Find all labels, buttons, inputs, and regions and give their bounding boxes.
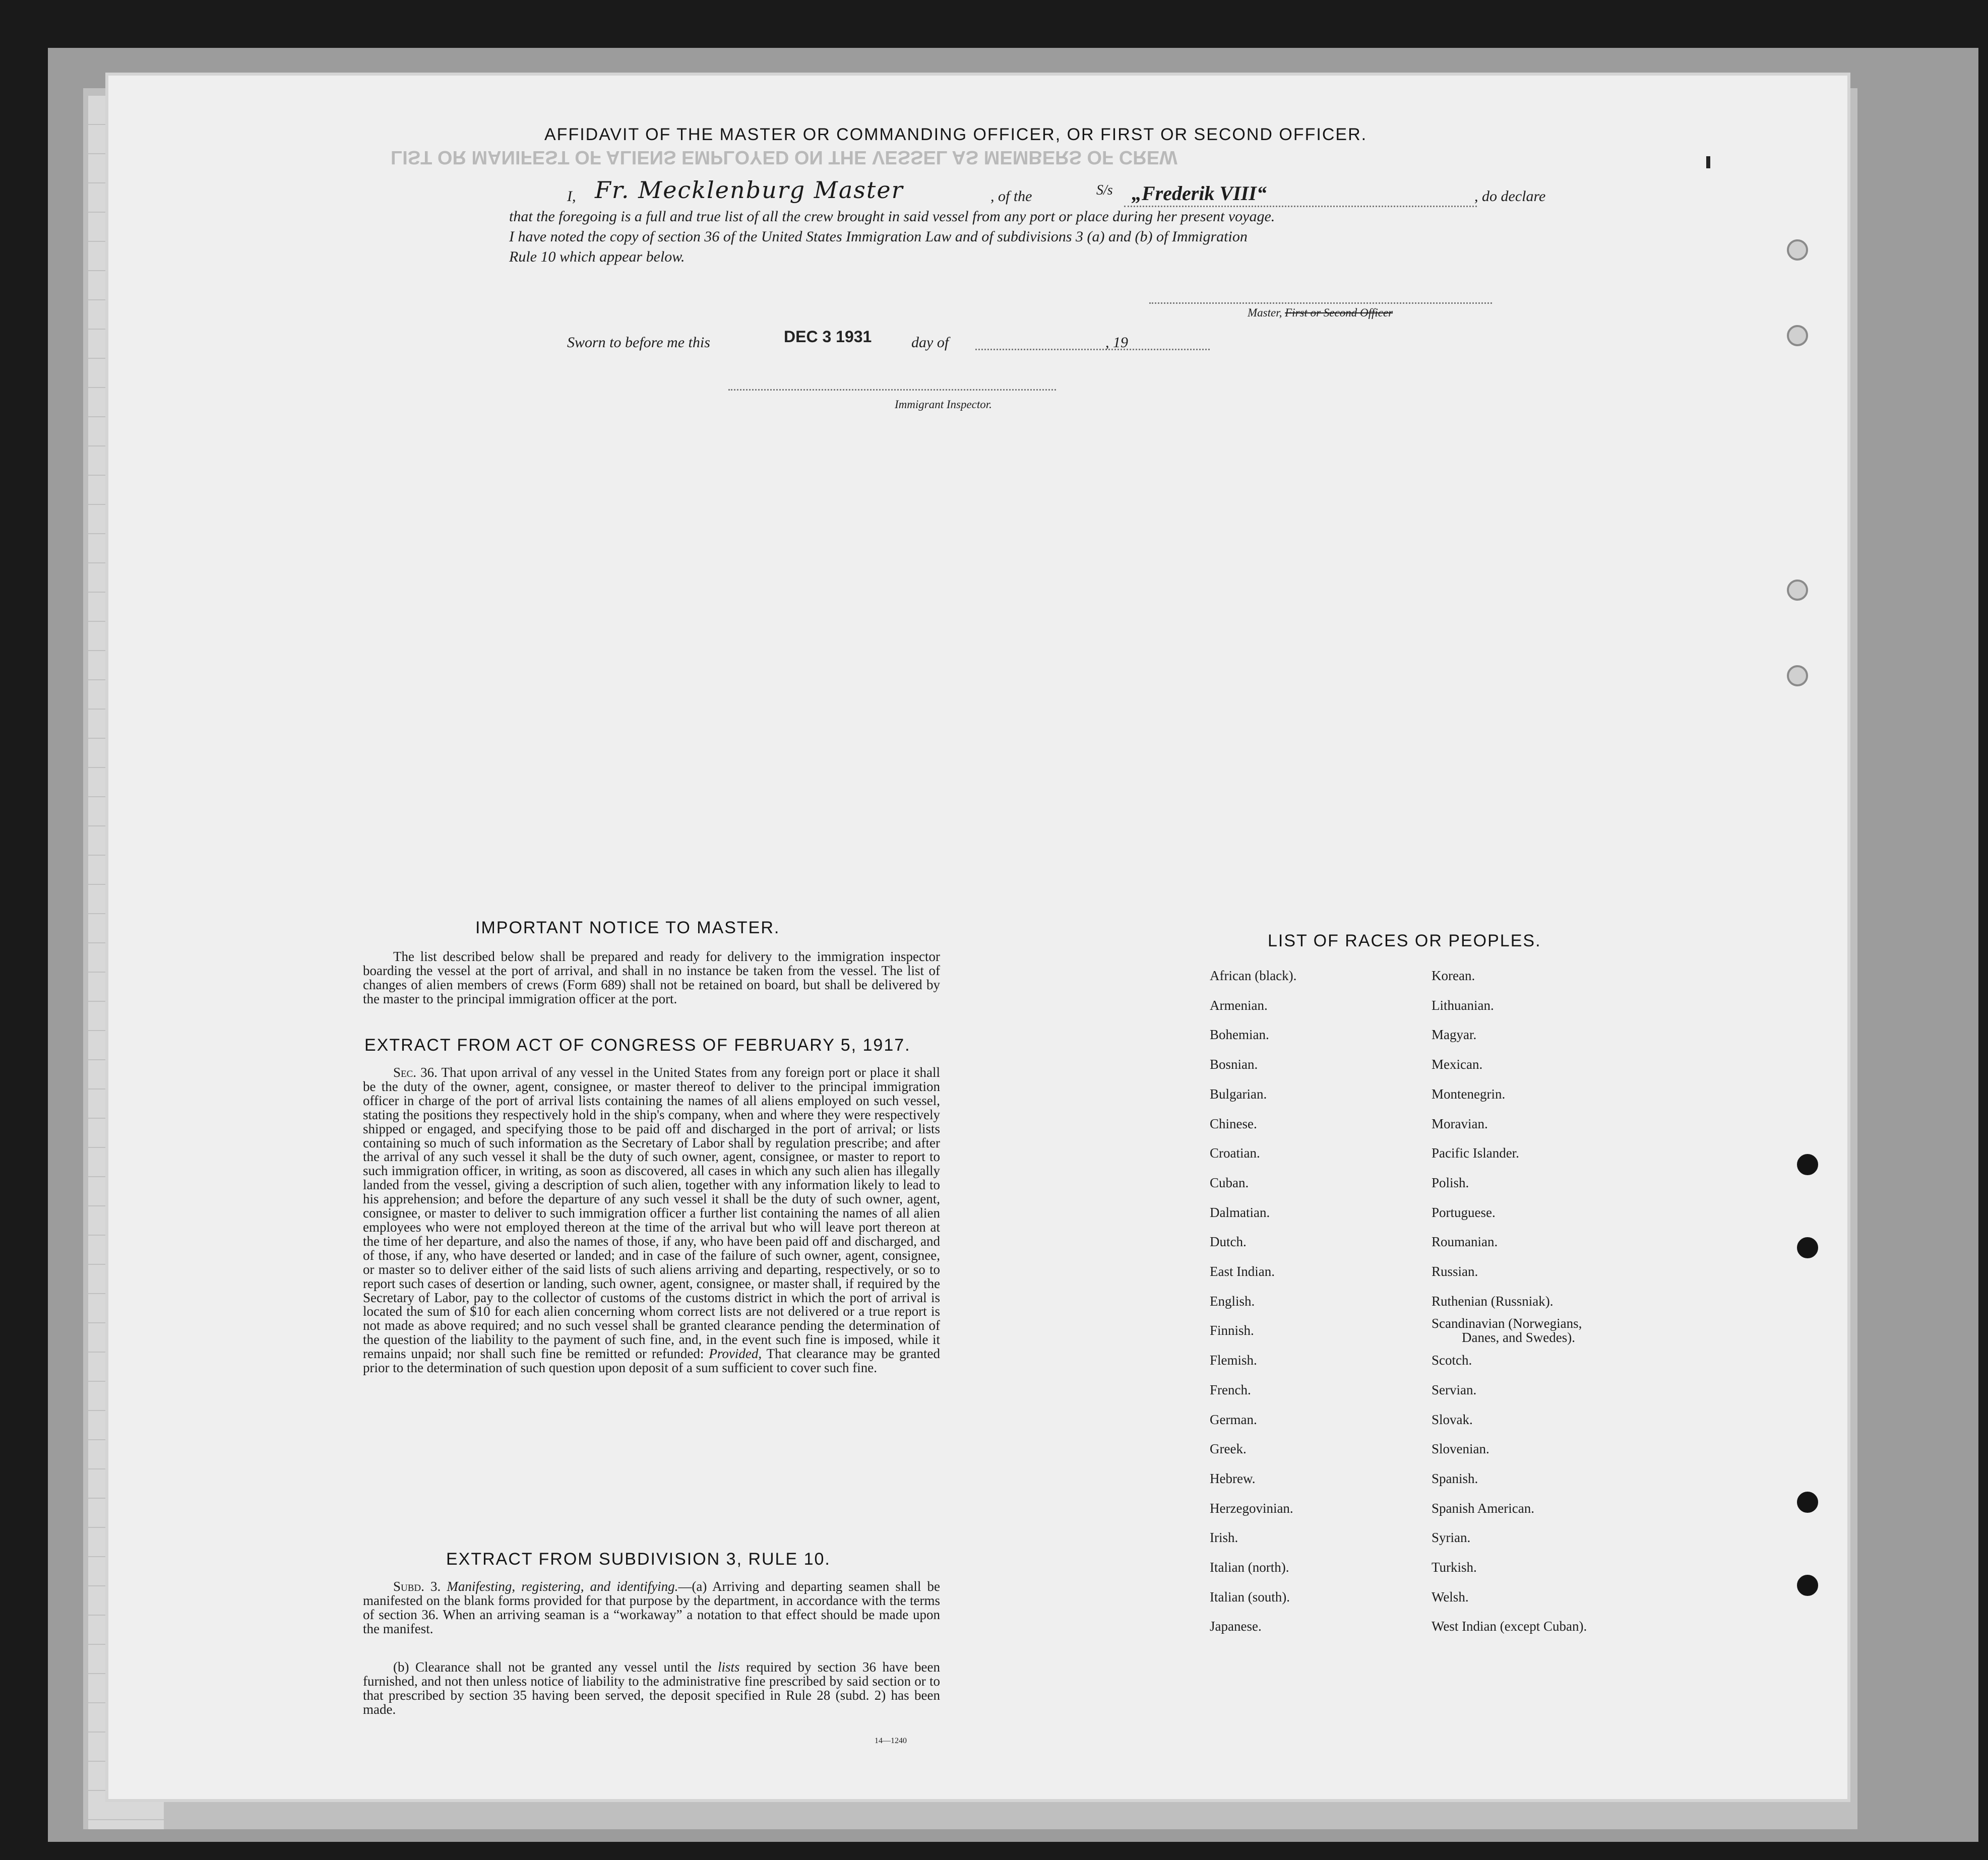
rule-title: EXTRACT FROM SUBDIVISION 3, RULE 10. <box>446 1550 831 1569</box>
race-item: Korean. <box>1432 968 1475 983</box>
race-item: Moravian. <box>1432 1116 1488 1131</box>
race-item: Mexican. <box>1432 1057 1483 1072</box>
officer-caption <box>1248 306 1393 319</box>
ink-mark <box>1706 156 1710 168</box>
affidavit-line-2: that the foregoing is a full and true list of all the crew brought in said vessel from any port or place during her present voyage. <box>509 208 1275 225</box>
affidavit-line-4: Rule 10 which appear below. <box>509 248 685 265</box>
officer-caption-struck: First or Second Officer <box>1285 306 1393 319</box>
race-item: Italian (north). <box>1210 1560 1289 1575</box>
rule-text-b <box>363 1660 940 1717</box>
punch-hole-icon <box>1797 1575 1818 1596</box>
punch-hole-icon <box>1787 580 1808 601</box>
race-item: Chinese. <box>1210 1116 1257 1131</box>
race-item: German. <box>1210 1412 1257 1427</box>
punch-hole-icon <box>1787 239 1808 261</box>
rule-body-b-lists: lists <box>718 1659 740 1675</box>
race-item: French. <box>1210 1382 1251 1397</box>
race-item: Dutch. <box>1210 1234 1247 1250</box>
act-section-label: Sec. 36. <box>393 1065 438 1080</box>
notice-title: IMPORTANT NOTICE TO MASTER. <box>475 918 780 937</box>
race-item: Greek. <box>1210 1441 1247 1457</box>
race-item: Dalmatian. <box>1210 1204 1270 1220</box>
punch-hole-icon <box>1797 1237 1818 1258</box>
vessel-name: „Frederik VIII“ <box>1132 182 1267 205</box>
affidavit-intro-i: I, <box>567 188 576 205</box>
punch-hole-icon <box>1787 325 1808 346</box>
date-stamp: DEC 3 1931 <box>784 328 872 346</box>
bleed-through-heading: LIST OR MANIFEST OF ALIENS EMPLOYED ON THE VESSEL AS MEMBERS OF CREW <box>391 147 1177 168</box>
race-item: Hebrew. <box>1210 1470 1256 1486</box>
race-item: African (black). <box>1210 968 1297 983</box>
act-body-end: That clearance may be granted prior to the determination of such question upon deposit of a sum sufficient to cover such fine. <box>363 1346 940 1376</box>
race-item: Pacific Islander. <box>1432 1145 1519 1161</box>
act-text <box>363 1066 940 1375</box>
race-item: Croatian. <box>1210 1145 1260 1161</box>
race-item: Portuguese. <box>1432 1204 1496 1220</box>
inspector-line <box>728 389 1056 391</box>
race-item: Magyar. <box>1432 1027 1477 1043</box>
sworn-day-of: day of <box>911 334 949 351</box>
race-item: Finnish. <box>1210 1323 1254 1338</box>
race-item: Scandinavian (Norwegians, <box>1432 1316 1582 1331</box>
race-item: Montenegrin. <box>1432 1086 1506 1102</box>
race-item: East Indian. <box>1210 1264 1275 1279</box>
punch-hole-icon <box>1797 1492 1818 1513</box>
race-item: Roumanian. <box>1432 1234 1498 1250</box>
race-item: Ruthenian (Russniak). <box>1432 1293 1554 1309</box>
rule-body-a: —(a) Arriving and departing seamen shall be manifested on the blank forms provided for that purpose by the department, in accordance with the terms of section 36. When an arriving seaman is a “workaway” a notation to that effect should be made upon the manifest. <box>363 1579 940 1636</box>
race-item: Welsh. <box>1432 1589 1469 1605</box>
sworn-year: , 19 <box>1105 334 1128 351</box>
inspector-caption: Immigrant Inspector. <box>895 398 992 411</box>
race-item: Herzegovinian. <box>1210 1500 1293 1516</box>
act-body: That upon arrival of any vessel in the United States from any foreign port or place it shall be the duty of the owner, agent, consignee, or master thereof to deliver to the principal immigration officer in charge of the port of arrival lists containing the names of all aliens employed on such vessel, stating the positions they respectively hold in the ship's company, when and where they were respectively shipped or engaged, and specifying those to be paid off and discharged in the port of arrival; or lists containing so much of such information as the Secretary of Labor shall by regulation prescribe; and after the arrival of any such vessel it shall be the duty of such owner, agent, consignee, or master to report to such immigration officer, in writing, as soon as discovered, all cases in which any such alien has illegally landed from the vessel, giving a description of such alien, together with any information likely to lead to his apprehension; and before the departure of any such vessel it shall be the duty of such owner, agent, consignee, or master to deliver to such immigration officer a further list containing the names of all alien employees who were not employed thereon at the time of the arrival but who will leave port thereon at the time of her departure, and also the names of those, if any, who have been paid off and discharged, and of those, if any, who have deserted or landed; and in case of the failure of such owner, agent, consignee, or master so to deliver either of the said lists of such aliens arriving and departing, respectively, or so to report such cases of desertion or landing, such owner, agent, consignee, or master shall, if required by the Secretary of Labor, pay to the collector of customs of the customs district in which the port of arrival is located the sum of $10 for each alien concerning whom correct lists are not delivered or a true report is not made as above required; and no such vessel shall be granted clearance pending the determination of the question of the liability to the payment of such fine, and, in the event such fine is imposed, while it remains unpaid; nor shall such fine be remitted or refunded: <box>363 1065 941 1362</box>
race-item: Lithuanian. <box>1432 997 1494 1013</box>
race-item: Servian. <box>1432 1382 1477 1397</box>
rule-subd-heading: Manifesting, registering, and identifying. <box>447 1579 678 1594</box>
rule-subd-label: Subd. 3. <box>393 1579 441 1594</box>
race-item: Italian (south). <box>1210 1589 1290 1605</box>
vessel-prefix: S/s <box>1096 182 1113 198</box>
race-item: Irish. <box>1210 1530 1238 1546</box>
affidavit-title: AFFIDAVIT OF THE MASTER OR COMMANDING OFFICER, OR FIRST OR SECOND OFFICER. <box>544 125 1368 144</box>
punch-hole-icon <box>1797 1154 1818 1175</box>
affidavit-line-3: I have noted the copy of section 36 of the United States Immigration Law and of subdivisions 3 (a) and (b) of Immigration <box>509 228 1248 245</box>
rule-body-b-post: required by section 36 have been furnished, and not then unless notice of liability to the administrative fine prescribed by said section or to that prescribed by section 35 having been served, the deposit specified in Rule 28 (subd. 2) has been made. <box>363 1659 941 1717</box>
vessel-line <box>1124 206 1477 207</box>
master-signature: Fr. Mecklenburg Master <box>595 176 904 204</box>
officer-caption-master: Master, <box>1248 306 1282 319</box>
punch-hole-icon <box>1787 665 1808 686</box>
act-provided: Provided, <box>709 1346 762 1362</box>
race-item: Armenian. <box>1210 997 1268 1013</box>
race-item: Cuban. <box>1210 1175 1249 1190</box>
month-line <box>975 349 1210 350</box>
sworn-text: Sworn to before me this <box>567 334 710 351</box>
race-item-continued: Danes, and Swedes). <box>1462 1330 1575 1345</box>
race-item: Russian. <box>1432 1264 1478 1279</box>
affidavit-of-the: , of the <box>990 188 1032 205</box>
races-title: LIST OF RACES OR PEOPLES. <box>1268 931 1541 950</box>
race-item: Flemish. <box>1210 1353 1257 1368</box>
affidavit-declare: , do declare <box>1474 188 1546 205</box>
race-item: Japanese. <box>1210 1619 1262 1634</box>
race-item: Slovenian. <box>1432 1441 1489 1457</box>
act-title: EXTRACT FROM ACT OF CONGRESS OF FEBRUARY 5, 1917. <box>364 1036 911 1055</box>
rule-body-b-pre: (b) Clearance shall not be granted any vessel until the <box>393 1659 712 1675</box>
race-item: Scotch. <box>1432 1353 1472 1368</box>
race-item: Slovak. <box>1432 1412 1473 1427</box>
race-item: English. <box>1210 1293 1255 1309</box>
rule-text-a <box>363 1580 940 1636</box>
notice-text: The list described below shall be prepared and ready for delivery to the immigration inspector boarding the vessel at the port of arrival, and shall in no instance be taken from the vessel. The list of changes of alien members of crews (Form 689) shall not be retained on board, but shall be delivered by the master to the principal immigration officer at the port. <box>363 949 940 1006</box>
form-code: 14—1240 <box>875 1737 907 1745</box>
race-item: Bohemian. <box>1210 1027 1269 1043</box>
race-item: Syrian. <box>1432 1530 1471 1546</box>
race-item: Polish. <box>1432 1175 1469 1190</box>
signature-line <box>1149 302 1492 304</box>
race-item: Spanish American. <box>1432 1500 1534 1516</box>
race-item: West Indian (except Cuban). <box>1432 1619 1587 1634</box>
manifest-page <box>108 76 1847 1799</box>
race-item: Spanish. <box>1432 1470 1478 1486</box>
race-item: Bulgarian. <box>1210 1086 1267 1102</box>
race-item: Turkish. <box>1432 1560 1477 1575</box>
race-item: Bosnian. <box>1210 1057 1258 1072</box>
